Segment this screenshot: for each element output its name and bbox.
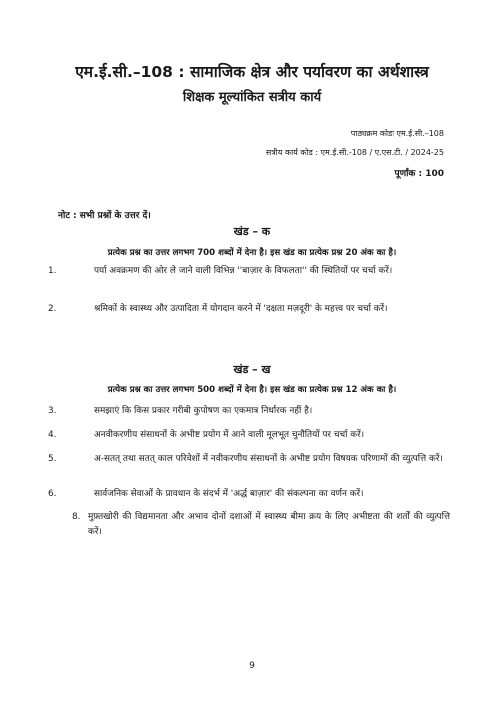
instructions-note: नोट : सभी प्रश्नों के उत्तर दें।	[58, 211, 151, 221]
question-item	[40, 428, 450, 443]
question-text: पर्या अवक्रमण की ओर ले जाने वाली विभिन्न ''बाज़ार के विफलता'' की स्थितियों पर चर्चा करें।	[94, 266, 393, 276]
section-a-instruction: प्रत्येक प्रश्न का उत्तर लगभग 700 शब्दों में देना है। इस खंड का प्रत्येक प्रश्न 20 अंक का है।	[107, 248, 397, 258]
question-text: मुफ़्तखोरी की विद्यमानता और अभाव दोनों दशाओं में स्वास्थ्य बीमा क्रय के लिए अभीष्टता की शर्तों की व्युत्पत्ति करें।	[88, 512, 450, 537]
document-subtitle: शिक्षक मूल्यांकित सत्रीय कार्य	[182, 90, 322, 105]
question-text: सार्वजनिक सेवाओं के प्रावधान के संदर्भ में 'अर्द्ध बाज़ार' की संकल्पना का वर्णन करें।	[94, 489, 364, 499]
question-number: 3.	[48, 406, 57, 416]
question-text: श्रमिकों के स्वास्थ्य और उत्पादिता में योगदान करने में 'दक्षता मज़दूरी' के महत्त्व पर चर्चा करें।	[94, 304, 388, 314]
question-number: 5.	[48, 454, 57, 464]
max-marks: पूर्णांक : 100	[394, 169, 444, 179]
question-item	[40, 302, 450, 317]
question-item	[40, 452, 450, 467]
course-code: पाठ्यक्रम कोडः एम.ई.सी.–108	[350, 129, 444, 138]
question-text: समझाएं कि किस प्रकार गरीबी कुपोषण का एकमात्र निर्धारक नहीं है।	[94, 406, 313, 416]
document-title: एम.ई.सी.–108 : सामाजिक क्षेत्र और पर्यावरण का अर्थशास्त्र	[75, 63, 429, 81]
question-number: 6.	[48, 489, 57, 499]
question-item	[72, 510, 450, 540]
question-number: 2.	[48, 304, 57, 314]
page-number: 9	[249, 661, 255, 671]
question-number: 1.	[48, 266, 57, 276]
section-b-instruction: प्रत्येक प्रश्न का उत्तर लगभग 500 शब्दों में देना है। इस खंड का प्रत्येक प्रश्न 12 अंक का है।	[107, 385, 397, 395]
section-a-heading: खंड – क	[233, 225, 271, 238]
section-b-heading: खंड – ख	[233, 363, 271, 376]
question-item	[40, 264, 450, 279]
question-item	[40, 404, 450, 419]
question-item	[40, 487, 450, 502]
question-number: 4.	[48, 430, 57, 440]
question-number: 8.	[72, 512, 81, 522]
question-text: अनवीकरणीय संसाधनों के अभीष्ट प्रयोग में आने वाली मूलभूत चुनौतियों पर चर्चा करें।	[94, 430, 365, 440]
assignment-code: सत्रीय कार्य कोड : एम.ई.सी.-108 / ए.एस.टी. / 2024-25	[265, 148, 444, 157]
question-text: अ-सतत् तथा सतत् काल परिवेशों में नवीकरणीय संसाधनों के अभीष्ट प्रयोग विषयक परिणामों की व्युत्पत्ति करें।	[94, 454, 443, 464]
